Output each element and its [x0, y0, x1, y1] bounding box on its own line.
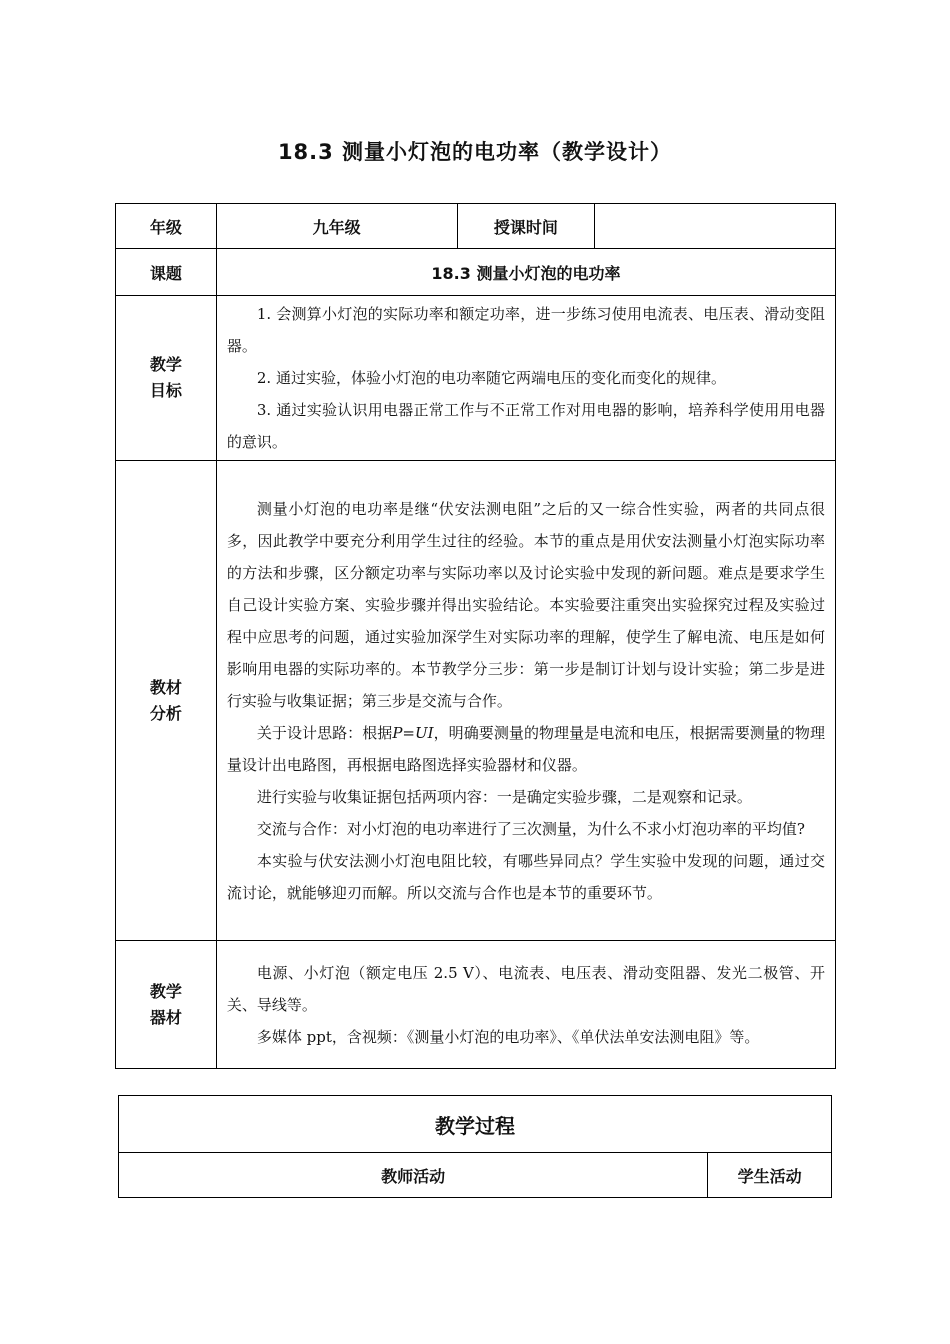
grade-row	[116, 204, 836, 249]
design-text-pre: 关于设计思路：根据	[256, 723, 393, 742]
goal-item: 1. 会测算小灯泡的实际功率和额定功率，进一步练习使用电流表、电压表、滑动变阻器。	[226, 305, 825, 355]
process-title-row	[119, 1096, 832, 1153]
materials-row	[116, 941, 836, 1069]
teacher-activity-header: 教师活动	[119, 1153, 708, 1198]
materials-label-line-2: 器材	[149, 1007, 182, 1027]
time-label: 授课时间	[457, 204, 595, 249]
process-title: 教学过程	[119, 1096, 832, 1153]
analysis-paragraph: 本实验与伏安法测小灯泡电阻比较，有哪些异同点？学生实验中发现的问题，通过交流讨论，就能够迎刃而解。所以交流与合作也是本节的重要环节。	[226, 851, 825, 902]
materials-label	[116, 941, 217, 1069]
analysis-label-line-2: 分析	[149, 703, 182, 723]
analysis-label-line-1: 教材	[149, 677, 182, 697]
student-activity-header: 学生活动	[708, 1153, 832, 1198]
materials-content	[216, 941, 835, 1069]
teaching-process-table	[118, 1095, 832, 1198]
time-value	[595, 204, 836, 249]
topic-label: 课题	[116, 249, 217, 296]
analysis-paragraph: 进行实验与收集证据包括两项内容：一是确定实验步骤，二是观察和记录。	[256, 787, 752, 806]
analysis-label	[116, 461, 217, 941]
grade-value: 九年级	[216, 204, 457, 249]
goals-content	[216, 296, 835, 461]
process-header-row	[119, 1153, 832, 1198]
goals-row	[116, 296, 836, 461]
analysis-row	[116, 461, 836, 941]
power-formula: P=UI	[392, 723, 434, 742]
goals-label-line-2: 目标	[149, 381, 182, 400]
analysis-paragraph: 测量小灯泡的电功率是继“伏安法测电阻”之后的又一综合性实验，两者的共同点很多，因此教学中要充分利用学生过往的经验。本节的重点是用伏安法测量小灯泡实际功率的方法和步骤，区分额定功率与实际功率以及讨论实验中发现的新问题。难点是要求学生自己设计实验方案、实验步骤并得出实验结论。本实验要注重突出实验探究过程及实验过程中应思考的问题，通过实验加深学生对实际功率的理解，使学生了解电流、电压是如何影响用电器的实际功率的。本节教学分三步：第一步是制订计划与设计实验；第二步是进行实验与收集证据；第三步是交流与合作。	[226, 499, 825, 710]
lesson-info-table	[115, 203, 836, 1069]
grade-label: 年级	[116, 204, 217, 249]
materials-label-line-1: 教学	[149, 981, 182, 1001]
analysis-paragraph-design	[227, 717, 825, 781]
goal-item: 3. 通过实验认识用电器正常工作与不正常工作对用电器的影响，培养科学使用用电器的意识。	[226, 401, 825, 451]
materials-item: 电源、小灯泡（额定电压 2.5 V）、电流表、电压表、滑动变阻器、发光二极管、开关、导线等。	[226, 963, 825, 1014]
materials-item: 多媒体 ppt，含视频：《测量小灯泡的电功率》、《单伏法单安法测电阻》等。	[256, 1027, 760, 1046]
goal-item: 2. 通过实验，体验小灯泡的电功率随它两端电压的变化而变化的规律。	[256, 369, 726, 387]
topic-value: 18.3 测量小灯泡的电功率	[216, 249, 835, 296]
design-text-post: ，明确要测量的物理量是电流和电压，根据需要测量的物理量设计出电路图，再根据电路图选择实验器材和仪器。	[226, 723, 825, 774]
goals-label-line-1: 教学	[149, 355, 182, 374]
analysis-content	[216, 461, 835, 941]
topic-row	[116, 249, 836, 296]
page-title: 18.3 测量小灯泡的电功率（教学设计）	[277, 140, 673, 164]
goals-label	[116, 296, 217, 461]
analysis-paragraph: 交流与合作：对小灯泡的电功率进行了三次测量，为什么不求小灯泡功率的平均值?	[256, 819, 805, 838]
